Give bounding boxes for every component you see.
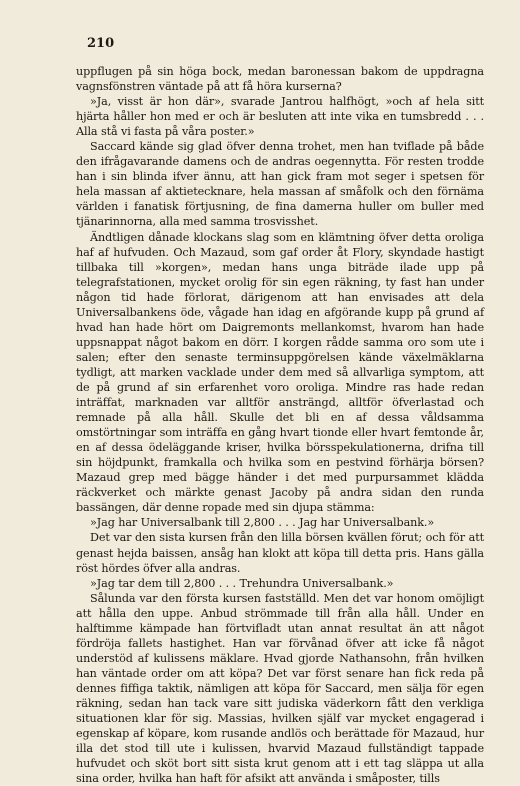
page-body-text — [76, 64, 484, 786]
page-number: 210 — [87, 36, 115, 51]
paragraph: Saccard kände sig glad öfver denna trohet, men han tviflade på både den ifrågavarande damens och de andras oegennytta. För resten trodde han i sin blinda ifver ännu, att han gick fram mot seger i spetsen för hela massan af aktieteckn​are, hela massan af småfolk och den förnäma världen i fanatisk förtjusning, de fina damerna huller om buller med tjänarinnorna, alla med samma trosvisshet. — [76, 140, 484, 229]
paragraph: »Jag har Universalbank till 2,800 . . . Jag har Universalbank.» — [90, 516, 435, 530]
paragraph: Det var den sista kursen från den lilla börsen kvällen förut; och för att genast hejda baissen, ansåg han klokt att köpa till detta pris. Hans gälla röst hördes öfver alla andras. — [76, 531, 484, 575]
paragraph: uppflugen på sin höga bock, medan baronessan bakom de uppdragna vagnsfönstren väntade på att få höra kurserna? — [76, 65, 484, 94]
paragraph: Ändtligen dånade klockans slag som en klämtning öfver detta oroliga haf af hufvuden. Och Mazaud, som gaf order åt Flory, skyndade hastigt tillbaka till »korgen», medan hans unga biträde ilade upp på telegrafstationen, mycket orolig för sin egen räkning, ty fast han under någon tid hade förlorat, därigenom att han envisades att dela Universalbankens öde, vågade han idag en afgörande kupp på grund af hvad han hade hört om Daigremonts mellankomst, hvarom han hade uppsnappat något bakom en dörr. I korgen rådde samma oro som ute i salen; efter den senaste terminsuppgörelsen kände växelmäklarna tydligt, att marken vacklade under dem med så allvarliga symptom, att de på grund af sin erfarenhet voro oroliga. Mindre ras hade redan inträffat, marknaden var alltför ansträngd, alltför öfverlastad och remnade på alla håll. Skulle det bli en af dessa våldsamma omstörtningar som inträffa en gång hvart tionde eller hvart femtonde år, en af dessa ödeläggande kriser, hvilka börsspekulationerna, drifna till sin höjdpunkt, framkalla och hvilka som en pestvind förhärja börsen? Mazaud grep med bägge händer i det med purpursammet klädda räckverket och märkte genast Jacoby på andra sidan den runda bassängen, där denne ropade med sin djupa stämma: — [76, 230, 484, 515]
paragraph: Sålunda var den första kursen fastställd. Men det var honom omöjligt att hålla den uppe. Anbud strömmade till från alla håll. Under en halftimme kämpade han förtviflad​t utan annat resultat än att något fördröja fallets hastighet. Han var förvånad öfver att icke få något understöd af kulissens mäklare. Hvad gjorde Nathansohn, från hvilken han väntade order om att köpa? Det var först senare han fick reda på dennes fiffiga taktik, nämligen att köpa för Saccard, men sälja för egen räkning, sedan han tack vare sitt judiska väderkorn fått den verkliga situationen klar för sig. Massias, hvilken själf var mycket engagerad i egenskap af köpare, kom rusande andlös och berättade för Mazaud, hur illa det stod till ute i kulissen, hvarvid Mazaud fullständigt tappade hufvudet och sköt bort sitt sista krut genom att i ett tag släppa ut alla sina order, hvilka han haft för afsikt att använda i småposter, tills — [76, 591, 484, 786]
paragraph: »Ja, visst är hon där», svarade Jantrou halfhögt, »och af hela sitt hjärta håller hon med er och är besluten att inte vika en tumsbredd . . . Alla stå vi fasta på våra poster.» — [76, 95, 484, 139]
paragraph: »Jag tar dem till 2,800 . . . Trehundra Universalbank.» — [90, 576, 394, 590]
